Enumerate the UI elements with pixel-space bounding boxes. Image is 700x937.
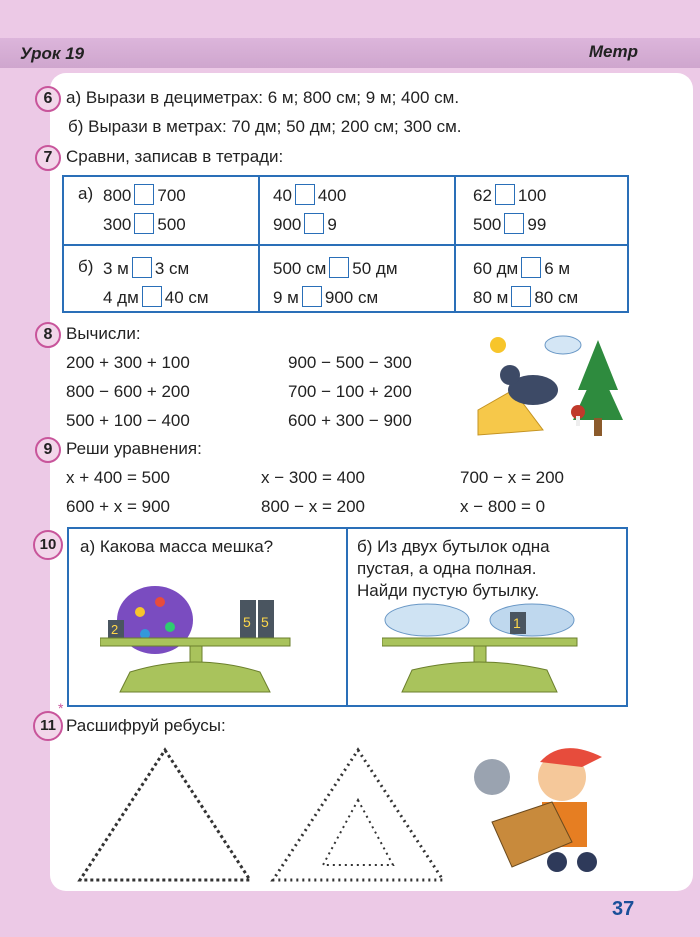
compare-cell: 62 100 — [473, 186, 547, 205]
scale-bag — [100, 572, 300, 694]
expression: 500 + 100 − 400 — [66, 411, 190, 430]
topic-title: Метр — [588, 42, 638, 61]
task-number: 11 — [33, 711, 63, 741]
equation: x + 400 = 500 — [66, 468, 170, 487]
task-number: 7 — [35, 145, 61, 171]
answer-box[interactable] — [142, 286, 162, 307]
compare-cell: 40 400 — [273, 186, 347, 205]
compare-cell: 4 дм 40 см — [103, 288, 209, 307]
bottle-icon — [385, 604, 469, 636]
weight-label: 1 — [513, 615, 521, 631]
page-number: 37 — [612, 898, 635, 920]
compare-cell: 80 м 80 см — [473, 288, 579, 307]
compare-cell: 500 см 50 дм — [273, 259, 398, 278]
task-number: 10 — [33, 530, 63, 560]
scale-bottles — [382, 598, 582, 694]
task10-a: а) Какова масса мешка? — [80, 537, 274, 556]
weight-label: 5 — [243, 614, 251, 630]
equation: 800 − x = 200 — [261, 497, 365, 516]
expression: 700 − 100 + 200 — [288, 382, 412, 401]
expression: 800 − 600 + 200 — [66, 382, 190, 401]
compare-cell: 800 700 — [103, 186, 186, 205]
rebus-triangle-2 — [268, 745, 448, 885]
answer-box[interactable] — [295, 184, 315, 205]
answer-box[interactable] — [504, 213, 524, 234]
answer-box[interactable] — [329, 257, 349, 278]
answer-box[interactable] — [495, 184, 515, 205]
weight-label: 5 — [261, 614, 269, 630]
equation: 700 − x = 200 — [460, 468, 564, 487]
task6-a: а) Вырази в дециметрах: 6 м; 800 см; 9 м; 400 см. — [66, 88, 460, 107]
expression: 900 − 500 − 300 — [288, 353, 412, 372]
boy-with-box-illustration — [462, 742, 622, 882]
task8-title: Вычисли: — [66, 324, 141, 343]
answer-box[interactable] — [521, 257, 541, 278]
lesson-title: Урок 19 — [20, 44, 85, 63]
task10-b-line2: пустая, а одна полная. — [357, 559, 537, 578]
compare-cell: 9 м 900 см — [273, 288, 379, 307]
row-b-label: б) — [78, 257, 94, 276]
compare-cell: 500 99 — [473, 215, 547, 234]
compare-cell: 60 дм 6 м — [473, 259, 571, 278]
crow-cheese-illustration — [468, 330, 628, 440]
answer-box[interactable] — [132, 257, 152, 278]
answer-box[interactable] — [134, 213, 154, 234]
row-a-label: а) — [78, 184, 94, 203]
task-number: 8 — [35, 322, 61, 348]
rebus-triangle-1 — [75, 745, 255, 885]
equation: x − 300 = 400 — [261, 468, 365, 487]
weight-label: 2 — [111, 622, 119, 637]
compare-cell: 900 9 — [273, 215, 337, 234]
task10-b-line3: Найди пустую бутылку. — [357, 581, 540, 600]
answer-box[interactable] — [304, 213, 324, 234]
task7-title: Сравни, записав в тетради: — [66, 147, 284, 166]
task-number: 9 — [35, 437, 61, 463]
star-mark: * — [58, 700, 64, 716]
task11-title: Расшифруй ребусы: — [66, 716, 226, 735]
equation: x − 800 = 0 — [460, 497, 546, 516]
bottle-icon — [490, 604, 574, 636]
task9-title: Реши уравнения: — [66, 439, 202, 458]
expression: 200 + 300 + 100 — [66, 353, 190, 372]
answer-box[interactable] — [302, 286, 322, 307]
task10-b-line1: б) Из двух бутылок одна — [357, 537, 550, 556]
compare-cell: 3 м 3 см — [103, 259, 190, 278]
equation: 600 + x = 900 — [66, 497, 170, 516]
expression: 600 + 300 − 900 — [288, 411, 412, 430]
task-number: 6 — [35, 86, 61, 112]
compare-cell: 300 500 — [103, 215, 186, 234]
cloud-icon — [545, 336, 581, 354]
answer-box[interactable] — [511, 286, 531, 307]
sun-icon — [490, 337, 506, 353]
task6-b: б) Вырази в метрах: 70 дм; 50 дм; 200 см; 300 см. — [68, 117, 462, 136]
answer-box[interactable] — [134, 184, 154, 205]
mouse-icon — [474, 759, 510, 795]
